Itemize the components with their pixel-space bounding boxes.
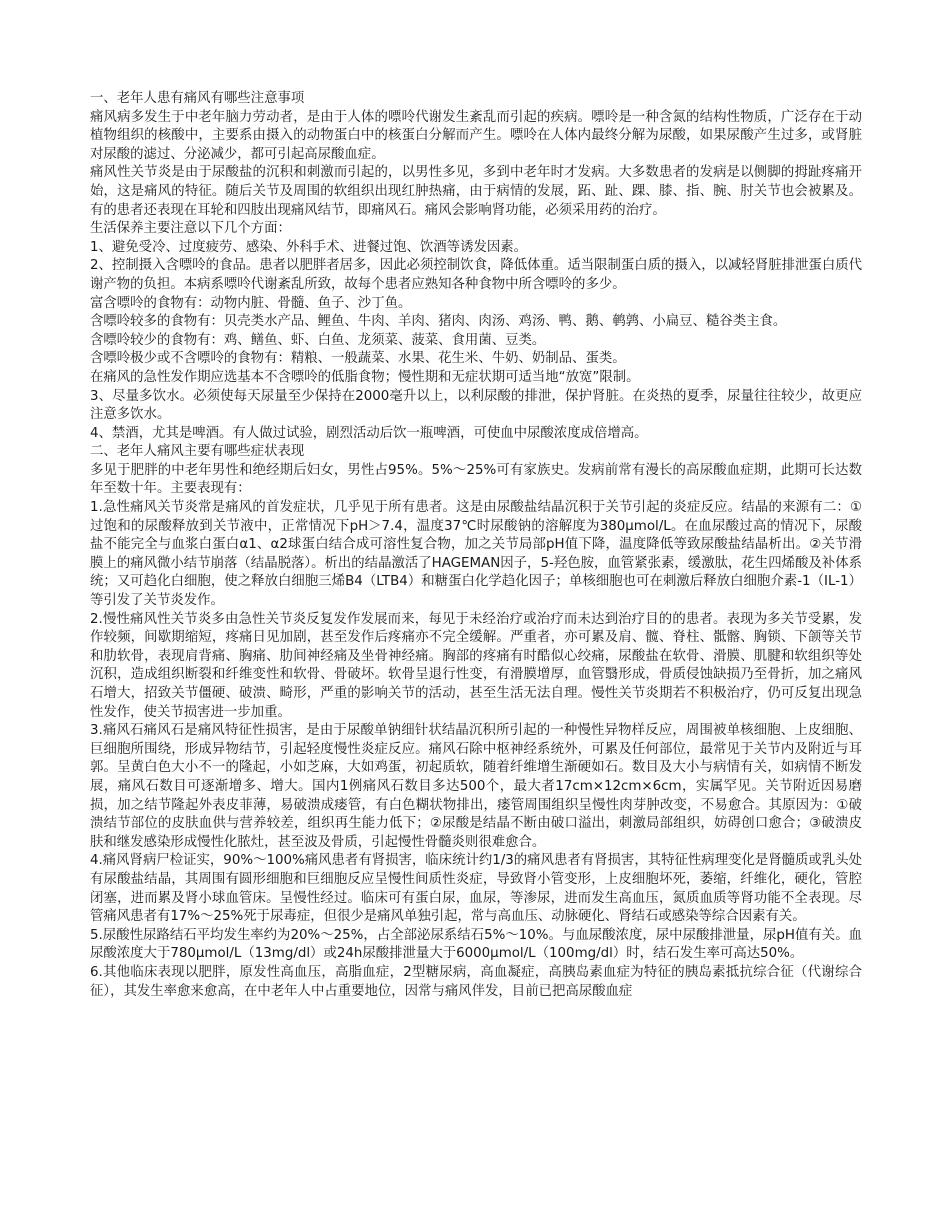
paragraph-intro: 痛风病多发生于中老年脑力劳动者，是由于人体的嘌呤代谢发生紊乱而引起的疾病。嘌呤是一种含氮的结构性物质，广泛存在于动植物组织的核酸中，主要系由摄入的动物蛋白中的核蛋白分解而产生。嘌呤在人体内最终分解为尿酸，如果尿酸产生过多，或肾脏对尿酸的滤过、分泌减少，都可引起高尿酸血症。 bbox=[90, 109, 862, 162]
list-item-4: 4、禁酒，尤其是啤酒。有人做过试验，剧烈活动后饮一瓶啤酒，可使血中尿酸浓度成倍增高。 bbox=[90, 425, 648, 441]
list-item-3: 3、尽量多饮水。必须使每天尿量至少保持在2000毫升以上，以利尿酸的排泄，保护肾脏。在炎热的夏季，尿量往往较少，故更应注意多饮水。 bbox=[90, 388, 862, 423]
symptom-6: 6.其他临床表现以肥胖，原发性高血压，高脂血症，2型糖尿病，高血凝症，高胰岛素血症为特征的胰岛素抵抗综合征（代谢综合征），其发生率愈来愈高，在中老年人中占重要地位，因常与痛风伴发，目前已把高尿酸血症 bbox=[90, 964, 862, 999]
food-rich-purine: 富含嘌呤的食物有：动物内脏、骨髓、鱼子、沙丁鱼。 bbox=[90, 295, 412, 311]
symptom-5: 5.尿酸性尿路结石平均发生率约为20%～25%，占全部泌尿系结石5%～10%。与血尿酸浓度，尿中尿酸排泄量，尿pH值有关。血尿酸浓度大于780μmol/L（13mg/dl）或24h尿酸排泄量大于6000μmol/L（100mg/dl）时，结石发生率可高达50%。 bbox=[90, 927, 862, 962]
section-heading-2: 二、老年人痛风主要有哪些症状表现 bbox=[90, 444, 305, 460]
paragraph-acute-diet: 在痛风的急性发作期应选基本不含嘌呤的低脂食物；慢性期和无症状期可适当地“放宽”限制。 bbox=[90, 369, 640, 385]
food-less-purine: 含嘌呤较少的食物有：鸡、鳝鱼、虾、白鱼、龙须菜、菠菜、食用菌、豆类。 bbox=[90, 332, 546, 348]
symptom-4: 4.痛风肾病尸检证实，90%～100%痛风患者有肾损害，临床统计约1/3的痛风患者有肾损害，其特征性病理变化是肾髓质或乳头处有尿酸盐结晶，其周围有圆形细胞和巨细胞反应呈慢性间质性炎症，导致肾小管变形，上皮细胞坏死，萎缩，纤维化，硬化，管腔闭塞，进而累及肾小球血管床。呈慢性经过。临床可有蛋白尿，血尿，等渗尿，进而发生高血压，氮质血质等肾功能不全表现。尽管痛风患者有17%～25%死于尿毒症，但很少是痛风单独引起，常与高血压、动脉硬化、肾结石或感染等综合因素有关。 bbox=[90, 853, 862, 925]
paragraph-care-intro: 生活保养主要注意以下几个方面： bbox=[90, 221, 291, 237]
symptom-3: 3.痛风石痛风石是痛风特征性损害，是由于尿酸单钠细针状结晶沉积所引起的一种慢性异物样反应，周围被单核细胞、上皮细胞、巨细胞所围绕，形成异物结节，引起轻度慢性炎症反应。痛风石除中枢神经系统外，可累及任何部位，最常见于关节内及附近与耳郭。呈黄白色大小不一的隆起，小如芝麻，大如鸡蛋，初起质软，随着纤维增生渐硬如石。数目及大小与病情有关，如病情不断发展，痛风石数目可逐渐增多、增大。国内1例痛风石数目多达500个，最大者17cm×12cm×6cm，实属罕见。关节附近因易磨损，加之结节隆起外表皮菲薄，易破溃成瘘管，有白色糊状物排出，瘘管周围组织呈慢性肉芽肿改变，不易愈合。其原因为：①破溃结节部位的皮肤血供与营养较差，组织再生能力低下；②尿酸是结晶不断由破口溢出，刺激局部组织，妨碍创口愈合；③破溃皮肤和继发感染形成慢性化脓灶，甚至波及骨质，引起慢性骨髓炎则很难愈合。 bbox=[90, 723, 862, 850]
paragraph-symptoms-intro: 多见于肥胖的中老年男性和绝经期后妇女，男性占95%。5%～25%可有家族史。发病前常有漫长的高尿酸血症期，此期可长达数年至数十年。主要表现有： bbox=[90, 462, 862, 497]
list-item-1: 1、避免受冷、过度疲劳、感染、外科手术、进餐过饱、饮酒等诱发因素。 bbox=[90, 239, 528, 255]
list-item-2: 2、控制摄入含嘌呤的食品。患者以肥胖者居多，因此必须控制饮食，降低体重。适当限制蛋白质的摄入，以减轻肾脏排泄蛋白质代谢产物的负担。本病系嘌呤代谢紊乱所致，故每个患者应熟知各种食物中所含嘌呤的多少。 bbox=[90, 258, 862, 292]
food-no-purine: 含嘌呤极少或不含嘌呤的食物有：精粮、一般蔬菜、水果、花生米、牛奶、奶制品、蛋类。 bbox=[90, 351, 626, 367]
symptom-2: 2.慢性痛风性关节炎多由急性关节炎反复发作发展而来，每见于未经治疗或治疗而未达到治疗目的的患者。表现为多关节受累，发作较频，间歇期缩短，疼痛日见加剧，甚至发作后疼痛亦不完全缓解。严重者，亦可累及肩、髋、脊柱、骶髂、胸锁、下颌等关节和肋软骨，表现肩背痛、胸痛、肋间神经痛及坐骨神经痛。胸部的疼痛有时酷似心绞痛，尿酸盐在软骨、滑膜、肌腱和软组织等处沉积，造成组织断裂和纤维变性和软骨、骨破坏。软骨呈退行性变，有滑膜增厚，血管翳形成，骨质侵蚀缺损乃至骨折，加之痛风石增大，招致关节僵硬、破溃、畸形，严重的影响关节的活动，甚至生活无法自理。慢性关节炎期若不积极治疗，仍可反复出现急性发作，使关节损害进一步加重。 bbox=[90, 611, 862, 720]
paragraph-gout-arthritis: 痛风性关节炎是由于尿酸盐的沉积和刺激而引起的，以男性多见，多到中老年时才发病。大多数患者的发病是以侧脚的拇趾疼痛开始，这是痛风的特征。随后关节及周围的软组织出现红肿热痛，由于病情的发展，跖、趾、踝、膝、指、腕、肘关节也会被累及。有的患者还表现在耳轮和四肢出现痛风结节，即痛风石。痛风会影响肾功能，必须采用药的治疗。 bbox=[90, 165, 862, 218]
section-heading-1: 一、老年人患有痛风有哪些注意事项 bbox=[90, 91, 305, 106]
symptom-1: 1.急性痛风关节炎常是痛风的首发症状，几乎见于所有患者。这是由尿酸盐结晶沉积于关节引起的炎症反应。结晶的来源有二：①过饱和的尿酸释放到关节液中，正常情况下pH＞7.4，温度37℃时尿酸钠的溶解度为380μmol/L。在血尿酸过高的情况下，尿酸盐不能完全与血浆白蛋白α1、α2球蛋白结合成可溶性复合物，加之关节局部pH值下降，温度降低等致尿酸盐结晶析出。②关节滑膜上的痛风微小结节崩落（结晶脱落）。析出的结晶激活了HAGEMAN因子，5-羟色胺，血管紧张素，缓激肽，花生四烯酸及补体系统；又可趋化白细胞，使之释放白细胞三烯B4（LTB4）和糖蛋白化学趋化因子；单核细胞也可在刺激后释放白细胞介素-1（IL-1）等引发了关节炎发作。 bbox=[90, 500, 862, 609]
food-more-purine: 含嘌呤较多的食物有：贝壳类水产品、鲤鱼、牛肉、羊肉、猪肉、肉汤、鸡汤、鸭、鹅、鹌鹑、小扁豆、糙谷类主食。 bbox=[90, 314, 787, 330]
